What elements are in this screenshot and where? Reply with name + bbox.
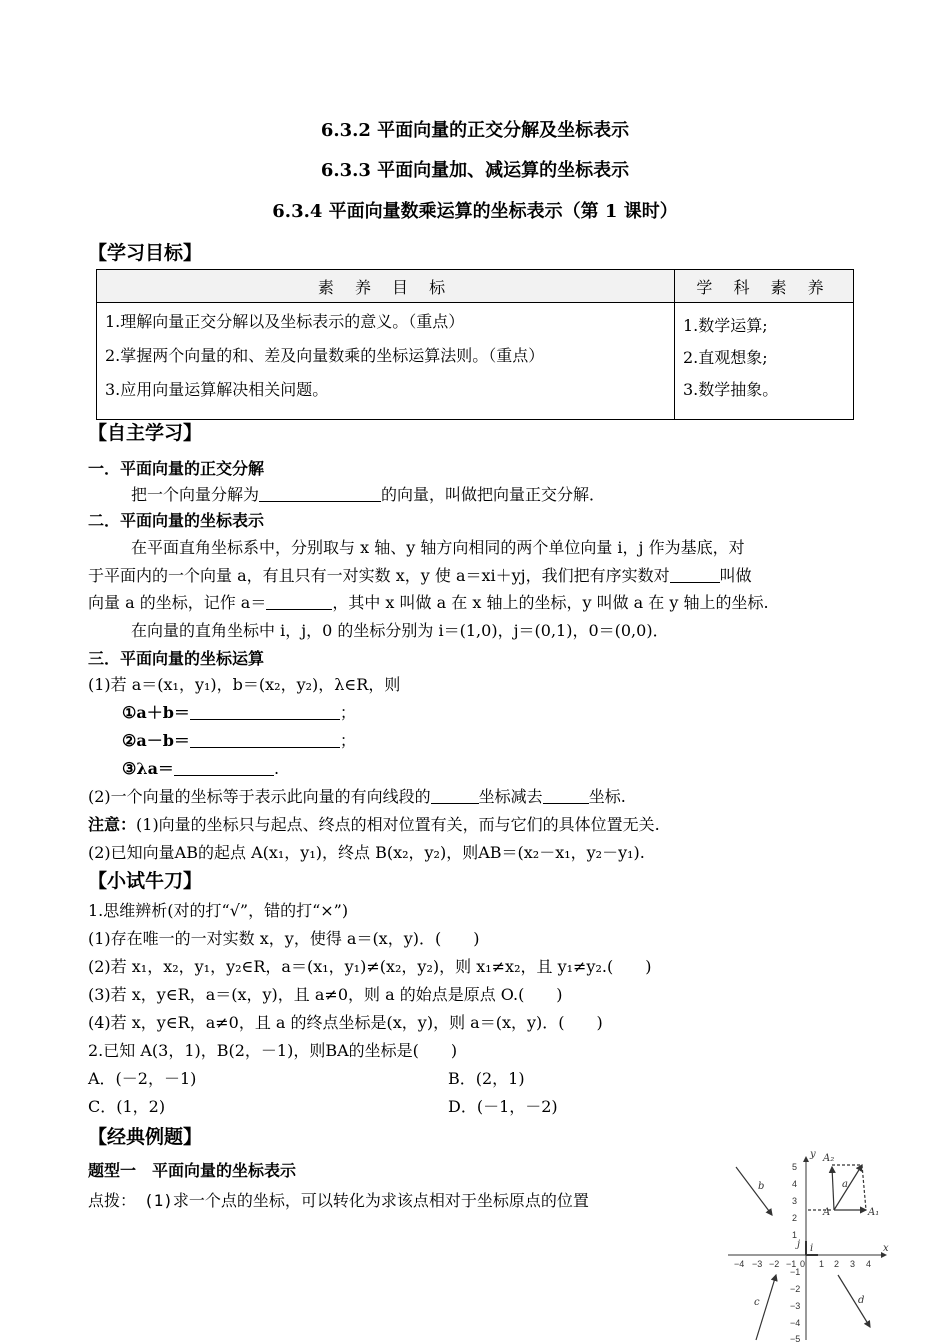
quiz-q1: 1.思维辨析(对的打“√”，错的打“×”) bbox=[88, 901, 349, 920]
blank bbox=[190, 731, 340, 748]
x-tick: −4 bbox=[734, 1259, 745, 1269]
x-tick: 2 bbox=[834, 1259, 840, 1269]
y-tick: −4 bbox=[790, 1318, 801, 1328]
option-d: D．(－1，－2) bbox=[448, 1097, 558, 1116]
note-line-2: (2)已知向量AB的起点 A(x₁，y₁)，终点 B(x₂，y₂)，则AB＝(x₂－x₁，y₂－y₁). bbox=[88, 843, 645, 862]
y-tick: 5 bbox=[792, 1162, 798, 1172]
section-2-line-1: 在平面直角坐标系中，分别取与 x 轴、y 轴方向相同的两个单位向量 i，j 作为基底，对 bbox=[131, 538, 745, 557]
option-b: B．(2，1) bbox=[448, 1069, 525, 1088]
goals-col-header: 素 养 目 标 bbox=[97, 270, 675, 303]
section-2-line-2: 于平面内的一个向量 a，有且只有一对实数 x，y 使 a＝xi＋yj，我们把有序实数对 叫做 bbox=[88, 566, 752, 585]
goal-item: 2.掌握两个向量的和、差及向量数乘的坐标运算法则。（重点） bbox=[105, 346, 545, 365]
x-tick: −2 bbox=[769, 1259, 780, 1269]
quiz-heading: 【小试牛刀】 bbox=[88, 870, 203, 892]
section-3-line-2: (2)一个向量的坐标等于表示此向量的有向线段的 坐标减去 坐标. bbox=[88, 787, 626, 806]
option-c: C．(1，2) bbox=[88, 1097, 166, 1116]
goal-item: 3.应用向量运算解决相关问题。 bbox=[105, 380, 329, 399]
literacy-col-header: 学 科 素 养 bbox=[675, 270, 854, 303]
label-a: a bbox=[842, 1179, 848, 1190]
x-tick: 3 bbox=[850, 1259, 856, 1269]
tip-text: 点拨： (1)求一个点的坐标，可以转化为求该点相对于坐标原点的位置 bbox=[88, 1191, 589, 1210]
goals-heading: 【学习目标】 bbox=[88, 242, 203, 264]
quiz-q2: 2.已知 A(3，1)，B(2，－1)，则BA的坐标是( ) bbox=[88, 1041, 458, 1060]
blank bbox=[259, 485, 381, 502]
op-sub: ②a－b＝ ； bbox=[122, 731, 356, 750]
y-tick: 2 bbox=[792, 1213, 798, 1223]
section-2-line-3: 向量 a 的坐标，记作 a＝ ，其中 x 叫做 a 在 x 轴上的坐标，y 叫做 a 在 y 轴上的坐标. bbox=[88, 593, 769, 612]
blank bbox=[670, 566, 720, 583]
literacy-item: 1.数学运算; bbox=[683, 316, 768, 335]
x-tick: 1 bbox=[819, 1259, 825, 1269]
goals-cell bbox=[97, 303, 675, 420]
blank bbox=[266, 593, 332, 610]
label-a-point: A bbox=[823, 1207, 831, 1218]
y-tick: −3 bbox=[790, 1301, 801, 1311]
vector-b bbox=[736, 1167, 772, 1215]
blank bbox=[190, 703, 340, 720]
quiz-q1-4: (4)若 x，y∈R，a≠0，且 a 的终点坐标是(x，y)，则 a＝(x，y)．( ) bbox=[88, 1013, 603, 1032]
blank bbox=[431, 787, 479, 804]
note-line-1: 注意：(1)向量的坐标只与起点、终点的相对位置有关，而与它们的具体位置无关. bbox=[88, 815, 660, 834]
dashed-right bbox=[862, 1165, 866, 1210]
label-i: i bbox=[810, 1243, 814, 1254]
title-2: 6.3.3 平面向量加、减运算的坐标表示 bbox=[320, 160, 630, 181]
axis-x-label: x bbox=[883, 1243, 889, 1254]
op-add: ①a＋b＝ ； bbox=[122, 703, 356, 722]
y-tick: −5 bbox=[790, 1334, 801, 1344]
x-tick: 0 bbox=[800, 1259, 806, 1269]
examples-heading: 【经典例题】 bbox=[88, 1126, 203, 1148]
axis-y-label: y bbox=[810, 1149, 816, 1160]
label-j: j bbox=[797, 1239, 801, 1250]
literacy-cell bbox=[675, 303, 854, 420]
section-3-line-1: (1)若 a＝(x₁，y₁)，b＝(x₂，y₂)，λ∈R，则 bbox=[88, 675, 401, 694]
title-3: 6.3.4 平面向量数乘运算的坐标表示（第 1 课时） bbox=[272, 201, 678, 222]
coordinate-graph bbox=[720, 1135, 930, 1344]
x-tick: −1 bbox=[786, 1259, 797, 1269]
y-tick: 1 bbox=[792, 1230, 798, 1240]
title-1: 6.3.2 平面向量的正交分解及坐标表示 bbox=[320, 120, 630, 141]
section-1-text: 把一个向量分解为 的向量，叫做把向量正交分解． bbox=[131, 485, 606, 504]
quiz-q1-2: (2)若 x₁，x₂，y₁，y₂∈R，a＝(x₁，y₁)≠(x₂，y₂)，则 x₁≠x₂，且 y₁≠y₂.( ) bbox=[88, 957, 652, 976]
y-tick: −1 bbox=[790, 1267, 801, 1277]
y-tick: 4 bbox=[792, 1179, 798, 1189]
label-c: c bbox=[754, 1297, 760, 1308]
label-a1: A₁ bbox=[868, 1207, 880, 1218]
vector-a bbox=[834, 1165, 862, 1210]
y-tick: 3 bbox=[792, 1196, 798, 1206]
x-tick: −3 bbox=[752, 1259, 763, 1269]
option-a: A．(－2，－1) bbox=[88, 1069, 197, 1088]
x-tick: 4 bbox=[866, 1259, 872, 1269]
blank bbox=[543, 787, 589, 804]
section-2-line-4: 在向量的直角坐标中 i，j，0 的坐标分别为 i＝(1,0)，j＝(0,1)，0＝(0,0)． bbox=[131, 621, 669, 640]
op-scale: ③λa＝ . bbox=[122, 759, 280, 778]
quiz-q1-1: (1)存在唯一的一对实数 x，y，使得 a＝(x，y)．( ) bbox=[88, 929, 480, 948]
section-2-title: 二．平面向量的坐标表示 bbox=[88, 511, 265, 530]
label-d: d bbox=[858, 1295, 865, 1306]
goal-item: 1.理解向量正交分解以及坐标表示的意义。（重点） bbox=[105, 312, 465, 331]
self-heading: 【自主学习】 bbox=[88, 422, 203, 444]
section-3-title: 三．平面向量的坐标运算 bbox=[88, 649, 265, 668]
quiz-q1-3: (3)若 x，y∈R，a＝(x，y)，且 a≠0，则 a 的始点是原点 O.( ) bbox=[88, 985, 563, 1004]
vector-a2 bbox=[832, 1167, 834, 1210]
y-tick: −2 bbox=[790, 1284, 801, 1294]
label-a2: A₂ bbox=[823, 1153, 835, 1164]
vector-d bbox=[838, 1275, 870, 1327]
literacy-item: 3.数学抽象。 bbox=[683, 380, 779, 399]
goals-table bbox=[96, 269, 854, 420]
label-b: b bbox=[758, 1181, 765, 1192]
section-1-title: 一．平面向量的正交分解 bbox=[88, 459, 265, 478]
blank bbox=[174, 759, 274, 776]
literacy-item: 2.直观想象; bbox=[683, 348, 768, 367]
type-1-title: 题型一 平面向量的坐标表示 bbox=[88, 1161, 297, 1180]
